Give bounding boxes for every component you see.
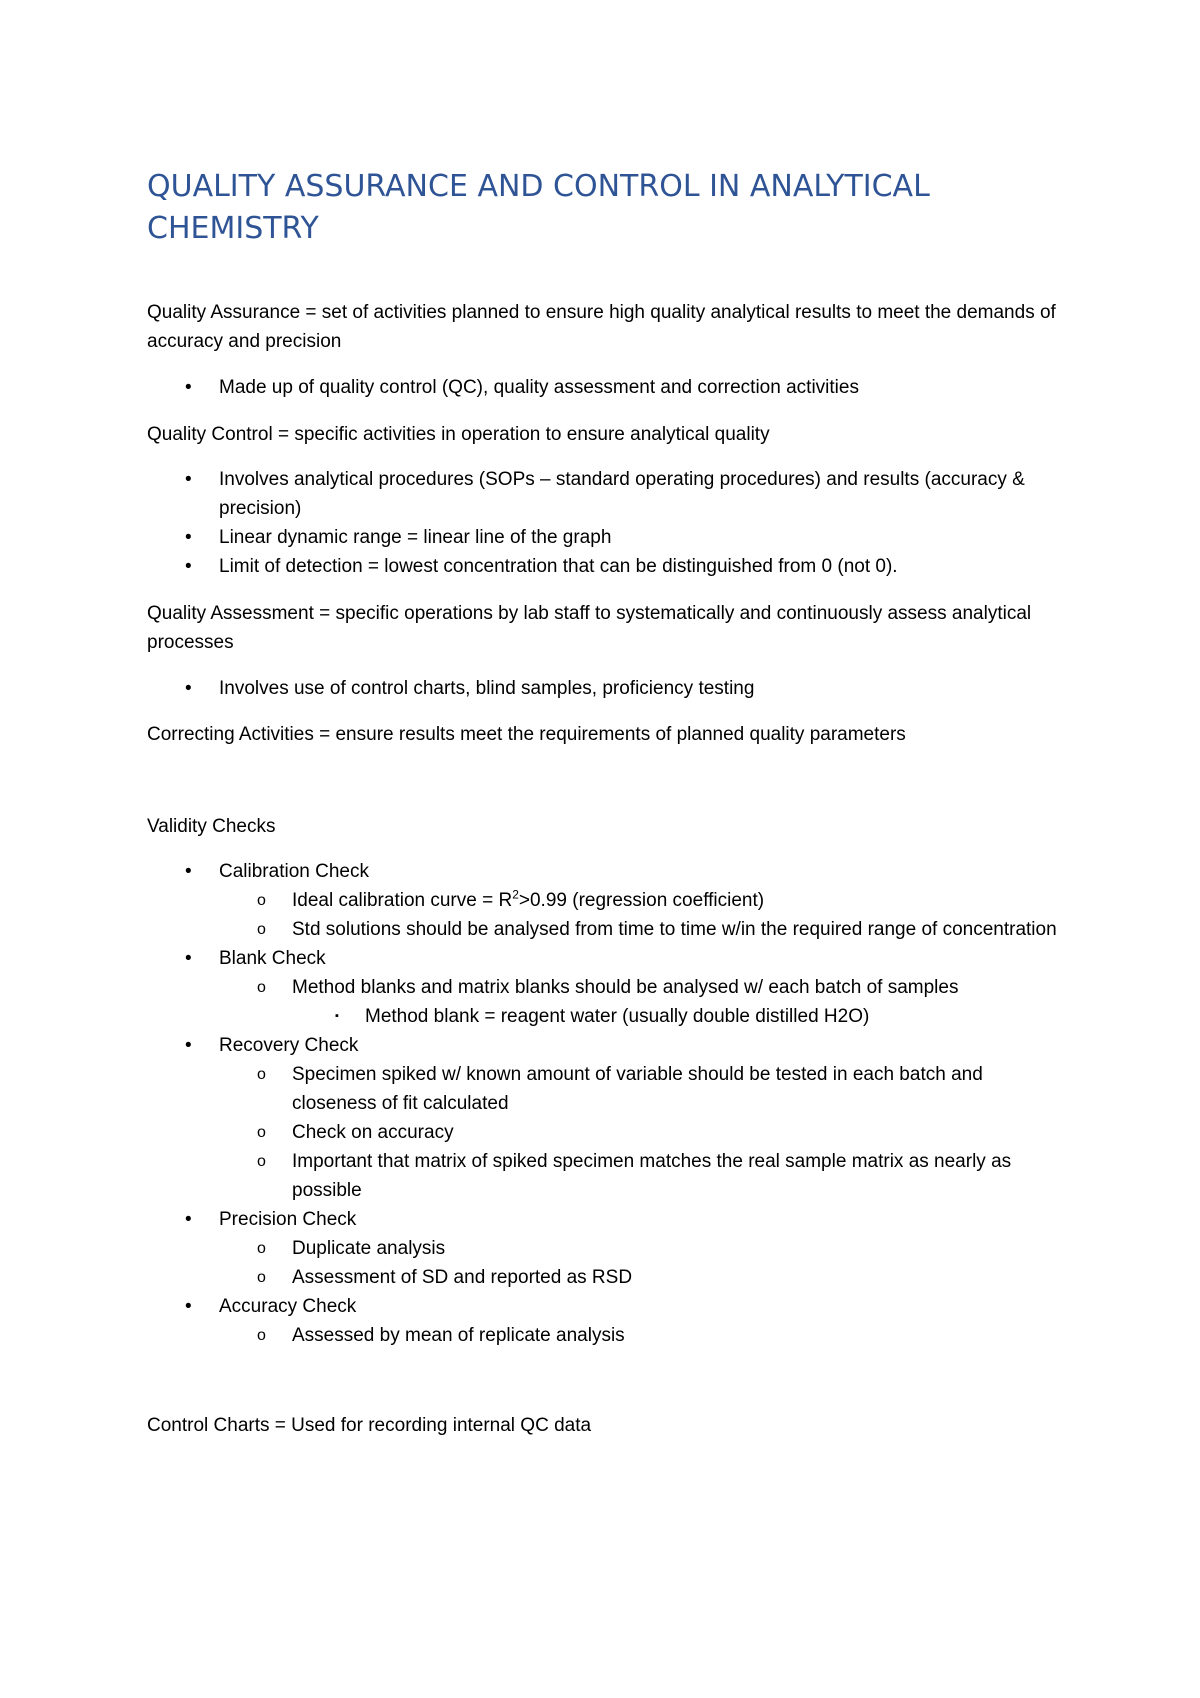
list-item-text: Linear dynamic range = linear line of the graph <box>219 527 612 548</box>
list-item <box>147 523 1067 552</box>
list-item-text: Duplicate analysis <box>292 1238 446 1259</box>
sub-list-item <box>147 1060 1067 1118</box>
list-item <box>147 674 1067 703</box>
list-item-accuracy <box>147 1292 1067 1321</box>
list-item-text: Recovery Check <box>219 1035 359 1056</box>
square-marker: ▪ <box>335 1010 339 1022</box>
list-item-precision <box>147 1205 1067 1234</box>
sub-list-item <box>147 1263 1067 1292</box>
list-item-blank <box>147 944 1067 973</box>
list-item-calibration <box>147 857 1067 886</box>
superscript: 2 <box>512 887 519 902</box>
list-item-text: Method blank = reagent water (usually double distilled H2O) <box>365 1006 870 1027</box>
bullet-marker: • <box>185 678 192 699</box>
page-title: QUALITY ASSURANCE AND CONTROL IN ANALYTICAL CHEMISTRY <box>147 169 930 246</box>
quality-assessment-list <box>147 674 1067 703</box>
circle-marker: o <box>257 979 266 996</box>
control-charts-paragraph: Control Charts = Used for recording internal QC data <box>147 1415 592 1436</box>
list-item-text: Made up of quality control (QC), quality assessment and correction activities <box>219 377 859 398</box>
bullet-marker: • <box>185 1035 192 1056</box>
list-item-text: Method blanks and matrix blanks should be analysed w/ each batch of samples <box>292 977 959 998</box>
circle-marker: o <box>257 1269 266 1286</box>
list-item <box>147 465 1067 523</box>
bullet-marker: • <box>185 861 192 882</box>
list-item-text: Involves use of control charts, blind samples, proficiency testing <box>219 678 755 699</box>
circle-marker: o <box>257 1240 266 1257</box>
bullet-marker: • <box>185 1296 192 1317</box>
validity-checks-heading: Validity Checks <box>147 816 276 837</box>
list-item-text: Precision Check <box>219 1209 357 1230</box>
sub-list-item <box>147 973 1067 1002</box>
list-item-text: Accuracy Check <box>219 1296 357 1317</box>
quality-control-list <box>147 465 1067 581</box>
sub-list-item <box>147 1321 1067 1350</box>
circle-marker: o <box>257 1327 266 1344</box>
sub-list-item <box>147 1118 1067 1147</box>
list-item <box>147 373 1067 402</box>
quality-assessment-paragraph: Quality Assessment = specific operations by lab staff to systematically and continuously assess analytical processes <box>147 603 1032 653</box>
bullet-marker: • <box>185 1209 192 1230</box>
circle-marker: o <box>257 1124 266 1141</box>
quality-control-paragraph: Quality Control = specific activities in operation to ensure analytical quality <box>147 424 770 445</box>
list-item-text: Assessment of SD and reported as RSD <box>292 1267 633 1288</box>
bullet-marker: • <box>185 469 192 490</box>
formula-suffix: >0.99 (regression coefficient) <box>518 890 765 911</box>
list-item-text: Calibration Check <box>219 861 369 882</box>
list-item-text: Specimen spiked w/ known amount of variable should be tested in each batch and closeness of fit calculated <box>292 1064 983 1114</box>
list-item-text: Check on accuracy <box>292 1122 454 1143</box>
circle-marker: o <box>257 1153 266 1170</box>
validity-checks-list <box>147 857 1067 1350</box>
bullet-marker: • <box>185 948 192 969</box>
circle-marker: o <box>257 921 266 938</box>
quality-assurance-paragraph: Quality Assurance = set of activities planned to ensure high quality analytical results to meet the demands of accuracy and precision <box>147 302 1056 352</box>
sub-sub-list-item <box>147 1002 1067 1031</box>
circle-marker: o <box>257 892 266 909</box>
bullet-marker: • <box>185 377 192 398</box>
list-item-text: Involves analytical procedures (SOPs – standard operating procedures) and results (accuracy & precision) <box>219 469 1025 519</box>
list-item-text: Std solutions should be analysed from time to time w/in the required range of concentration <box>292 919 1057 940</box>
list-item-text: Blank Check <box>219 948 326 969</box>
sub-list-item <box>147 1147 1067 1205</box>
quality-assurance-list <box>147 373 1067 402</box>
formula-prefix: Ideal calibration curve = R <box>292 890 513 911</box>
bullet-marker: • <box>185 527 192 548</box>
correcting-activities-paragraph: Correcting Activities = ensure results meet the requirements of planned quality parameters <box>147 724 906 745</box>
sub-list-item <box>147 915 1067 944</box>
sub-list-item <box>147 1234 1067 1263</box>
list-item <box>147 552 1067 581</box>
circle-marker: o <box>257 1066 266 1083</box>
list-item-text: Assessed by mean of replicate analysis <box>292 1325 625 1346</box>
sub-list-item <box>147 886 1067 915</box>
list-item-text: Important that matrix of spiked specimen matches the real sample matrix as nearly as possible <box>292 1151 1012 1201</box>
list-item-recovery <box>147 1031 1067 1060</box>
list-item-text: Limit of detection = lowest concentration that can be distinguished from 0 (not 0). <box>219 556 898 577</box>
bullet-marker: • <box>185 556 192 577</box>
